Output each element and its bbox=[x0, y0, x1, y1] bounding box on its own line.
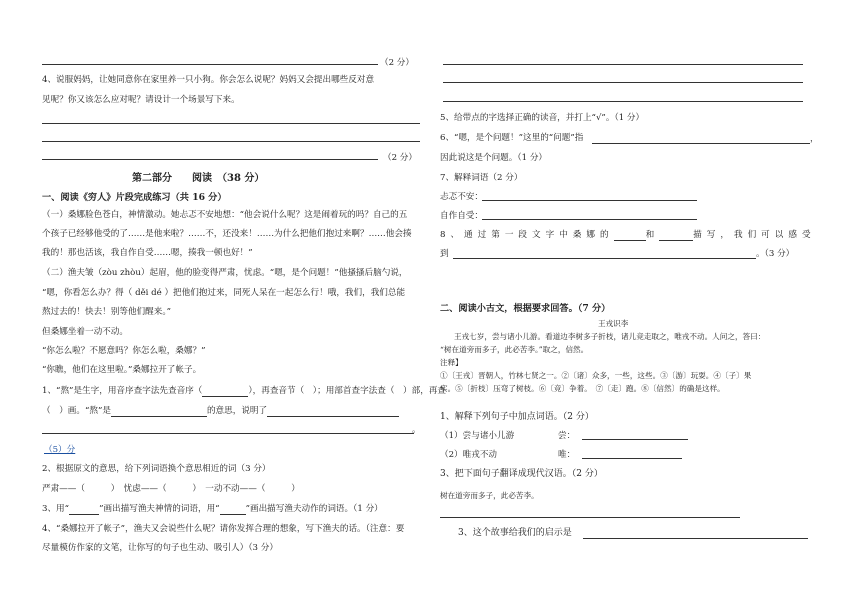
question-4b-text: 尽量模仿作家的文笔，让你写的句子也生动、吸引人）（3 分） bbox=[42, 543, 278, 553]
question-8-part: 8、通过第一段文字中桑娜的 bbox=[440, 230, 614, 240]
reading-q1-term: 尝： bbox=[558, 431, 576, 441]
question-8-text bbox=[440, 230, 816, 241]
blank[interactable] bbox=[267, 407, 399, 417]
passage-line: 熬过去的！快去！别等他们醒来。” bbox=[42, 307, 172, 317]
answer-line bbox=[592, 143, 810, 144]
comma-mark: ， bbox=[810, 134, 819, 144]
notes-line: 实。⑤〔折枝〕压弯了树枝。⑥〔竞〕争着。 ⑦〔走〕跑。⑧〔信然〕的确是这样。 bbox=[440, 384, 725, 393]
blank[interactable] bbox=[659, 231, 693, 241]
question-1-part: 的意思，说明了 bbox=[206, 406, 268, 416]
answer-line bbox=[42, 433, 414, 434]
question-3-part: ”画出描写渔夫动作的词语。（1 分） bbox=[245, 504, 383, 514]
question-1-part: ），再查音节（ ）；用部首查字法查（ ）部，再查 bbox=[248, 386, 447, 396]
score-label: （2 分） bbox=[380, 58, 414, 68]
blank[interactable] bbox=[614, 231, 646, 241]
answer-line bbox=[453, 258, 756, 259]
answer-line bbox=[482, 200, 697, 201]
question-1-part: （ ）画。“熬”是 bbox=[42, 406, 111, 416]
question-6-text: 6、“嗯，是个问题！”这里的“问题”指 bbox=[440, 133, 584, 143]
answer-line bbox=[42, 141, 420, 142]
passage-line: 我的！那也活该，我自作自受……嗯，揍我一顿也好！” bbox=[42, 248, 253, 258]
section-2-title: 二、阅读小古文，根据要求回答。（7 分） bbox=[440, 303, 611, 314]
blank[interactable] bbox=[69, 505, 99, 515]
reading-q3-text: 3、把下面句子翻译成现代汉语。（2 分） bbox=[440, 469, 603, 479]
question-3-part: 3、用“ bbox=[42, 504, 70, 514]
passage-line: “你怎么啦？不愿意吗？你怎么啦，桑娜？” bbox=[42, 346, 206, 356]
passage-line: （二）渔夫皱（zòu zhòu）起眉，他的脸变得严肃，忧虑。“嗯，是个问题！”他搔搔后脑勺说， bbox=[42, 268, 408, 278]
score-label: 。（3 分） bbox=[756, 249, 795, 259]
translate-sentence: 树在道旁而多子，此必苦李。 bbox=[440, 491, 539, 500]
question-3-text bbox=[42, 504, 383, 515]
reading-q4-text: 3、这个故事给我们的启示是 bbox=[458, 528, 572, 538]
reading-q1-text: 1、解释下列句子中加点词语。（2 分） bbox=[440, 412, 594, 422]
section-1-title: 一、阅读《穷人》片段完成练习（共 16 分） bbox=[42, 192, 227, 203]
answer-line bbox=[42, 64, 378, 65]
answer-line bbox=[482, 219, 697, 220]
reading-q1-term: 唯： bbox=[558, 450, 576, 460]
passage-line: “你瞧，他们在这里啦。”桑娜拉开了帐子。 bbox=[42, 365, 202, 375]
question-6-text: 因此说这是个问题。（1 分） bbox=[440, 153, 548, 163]
answer-line bbox=[582, 439, 688, 440]
story-line: 王戎七岁，尝与诸小儿游。看道边李树多子折枝，诸儿竞走取之，唯戎不动。人问之，答曰： bbox=[454, 332, 766, 341]
question-4b-text: 4、“桑娜拉开了帐子”，渔夫又会说些什么呢？请你发挥合理的想象，写下渔夫的话。（注意：要 bbox=[42, 524, 405, 534]
blank[interactable] bbox=[111, 407, 207, 417]
question-5-text: 5、给带点的字选择正确的读音，并打上“√”。（1 分） bbox=[440, 113, 645, 123]
question-3-part: ”画出描写渔夫神情的词语，用“ bbox=[99, 504, 220, 514]
answer-line bbox=[443, 82, 803, 83]
question-8-text: 到 bbox=[440, 249, 449, 259]
story-line: “树在道旁而多子，此必苦李。”取之，信然。 bbox=[440, 345, 589, 354]
question-7-text: 7、解释词语（2 分） bbox=[440, 173, 523, 183]
question-4-text: 见呢？你又该怎么应对呢？请设计一个场景写下来。 bbox=[42, 95, 240, 105]
period-mark: 。 bbox=[412, 425, 421, 435]
term-label: 自作自受： bbox=[440, 211, 483, 221]
answer-line bbox=[42, 123, 420, 124]
score-label: （2 分） bbox=[383, 153, 417, 163]
passage-line: 个孩子已经够他受的了……是他来啦？……不，还没来！……为什么把他们抱过来啊？……他会揍 bbox=[42, 229, 412, 239]
part-2-title: 第二部分 阅读 （38 分） bbox=[132, 173, 265, 184]
reading-q1-item: （1）尝与诸小儿游 bbox=[440, 431, 515, 441]
passage-line: “嗯，你看怎么办？得（ děi dé ）把他们抱过来，同死人呆在一起怎么行！哦，我们，我们总能 bbox=[42, 288, 406, 298]
answer-line bbox=[440, 517, 740, 518]
question-1-text bbox=[42, 386, 446, 397]
answer-line bbox=[582, 458, 682, 459]
notes-line: ①〔王戎〕晋朝人，竹林七贤之一。②〔诸〕众多，一些，这些。③〔游〕玩耍。④〔子〕果 bbox=[440, 371, 752, 380]
answer-line bbox=[42, 159, 378, 160]
answer-line bbox=[443, 64, 803, 65]
passage-line: （一）桑娜脸色苍白，神情激动。她忐忑不安地想：“他会说什么呢？这是闹着玩的吗？自己的五 bbox=[42, 210, 408, 220]
reading-q1-item: （2）唯戎不动 bbox=[440, 450, 498, 460]
notes-label: 注释】 bbox=[440, 358, 463, 367]
question-1-text bbox=[42, 406, 399, 417]
question-4-text: 4、说服妈妈，让她同意你在家里养一只小狗。你会怎么说呢？妈妈又会提出哪些反对意 bbox=[42, 75, 375, 85]
question-2-words: 严肃——（ ） 忧虑——（ ） 一动不动——（ ） bbox=[42, 484, 300, 494]
question-8-part: 和 bbox=[645, 230, 660, 240]
answer-line bbox=[443, 101, 803, 102]
answer-line bbox=[583, 538, 808, 539]
score-label: （5）分 bbox=[44, 445, 76, 455]
blank[interactable] bbox=[202, 387, 248, 397]
question-2-text: 2、根据原文的意思，给下列词语换个意思相近的词（3 分） bbox=[42, 464, 271, 474]
blank[interactable] bbox=[220, 505, 246, 515]
question-1-part: 1、“熬”是生字，用音序查字法先查音序（ bbox=[42, 386, 203, 396]
question-8-part: 描写，我们可以感受 bbox=[693, 230, 816, 240]
passage-line: 但桑娜坐着一动不动。 bbox=[42, 327, 128, 337]
term-label: 忐忑不安： bbox=[440, 192, 483, 202]
story-title: 王戎识李 bbox=[598, 319, 629, 328]
